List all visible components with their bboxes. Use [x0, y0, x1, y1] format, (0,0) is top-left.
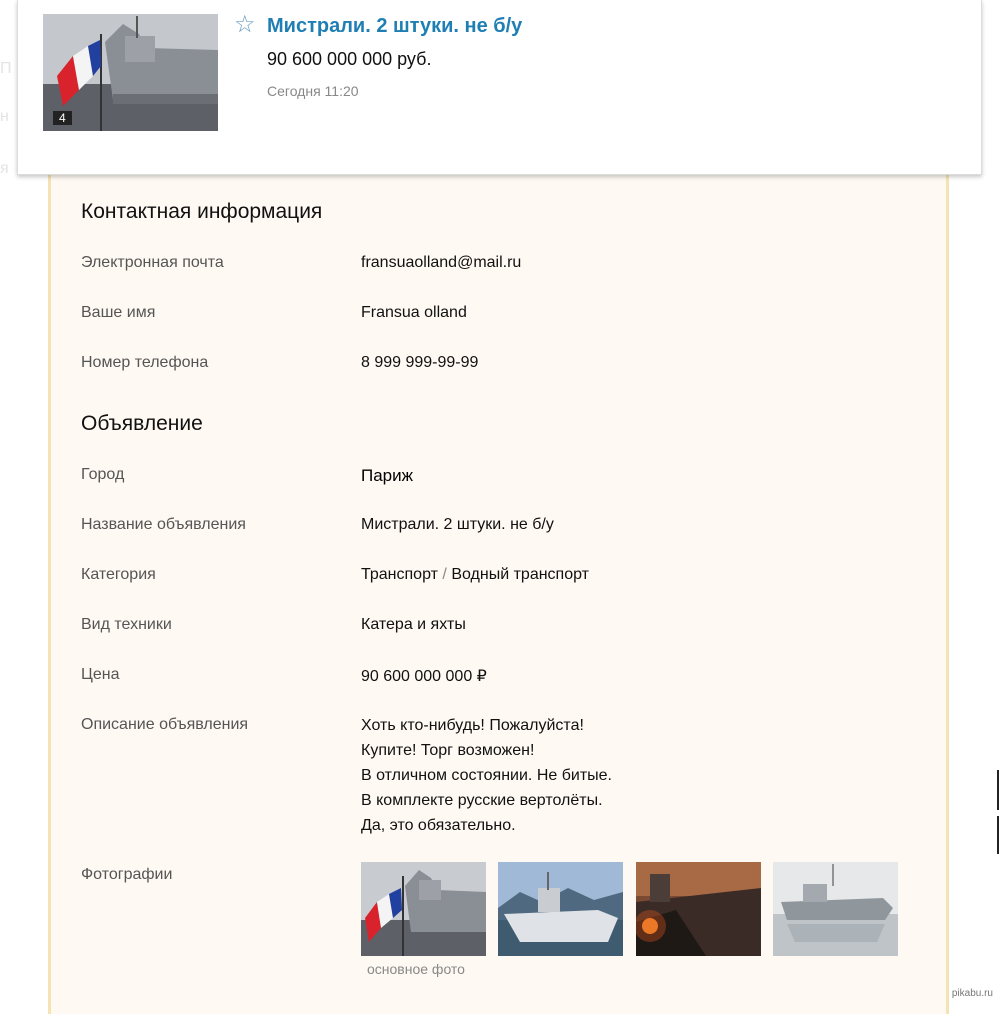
description-line: Хоть кто-нибудь! Пожалуйста!: [361, 717, 584, 734]
background-text-fragment: н: [0, 108, 9, 125]
description-label: Описание объявления: [81, 716, 249, 733]
listing-details-panel: [48, 174, 949, 1014]
category-value: [361, 566, 589, 584]
vehicle-type-label: Вид техники: [81, 616, 172, 633]
listing-title-link[interactable]: Мистрали. 2 штуки. не б/у: [267, 15, 523, 37]
price-value: 90 600 000 000 ₽: [361, 668, 487, 685]
listing-date: Сегодня 11:20: [267, 83, 359, 99]
description-value: [361, 716, 612, 841]
ship-photo-harbor: [773, 862, 898, 956]
main-photo-caption: основное фото: [367, 961, 465, 977]
phone-label: Номер телефона: [81, 354, 209, 371]
watermark: pikabu.ru: [951, 988, 993, 999]
email-label: Электронная почта: [81, 254, 224, 271]
ad-section-title: Объявление: [81, 412, 203, 435]
description-line: В комплекте русские вертолёты.: [361, 792, 603, 809]
listing-preview-card[interactable]: [17, 0, 982, 175]
city-label: Город: [81, 466, 125, 483]
background-text-fragment: П: [0, 60, 12, 77]
background-text-fragment: я: [0, 160, 9, 177]
name-label: Ваше имя: [81, 304, 156, 321]
category-sub: Водный транспорт: [451, 566, 589, 583]
price-label: Цена: [81, 666, 120, 683]
name-value: Fransua olland: [361, 304, 467, 321]
ship-photo-mountains: [498, 862, 623, 956]
contact-section-title: Контактная информация: [81, 200, 323, 223]
description-line: Да, это обязательно.: [361, 817, 516, 834]
ship-photo-night: [636, 862, 761, 956]
photos-label: Фотографии: [81, 866, 173, 883]
photo-thumbnail[interactable]: [773, 862, 898, 956]
ad-title-label: Название объявления: [81, 516, 246, 533]
listing-price: 90 600 000 000 руб.: [267, 49, 432, 69]
category-main: Транспорт: [361, 566, 438, 583]
ad-title-value: Мистрали. 2 штуки. не б/у: [361, 516, 554, 533]
photo-thumbnail[interactable]: [498, 862, 623, 956]
star-icon[interactable]: ☆: [234, 11, 256, 38]
listing-thumbnail[interactable]: [43, 14, 218, 131]
photo-thumbnail[interactable]: [636, 862, 761, 956]
photo-thumbnail-main[interactable]: [361, 862, 486, 956]
vehicle-type-value: Катера и яхты: [361, 616, 466, 633]
email-value: fransuaolland@mail.ru: [361, 254, 522, 271]
photo-count-badge: 4: [53, 111, 72, 125]
description-line: Купите! Торг возможен!: [361, 742, 535, 759]
category-label: Категория: [81, 566, 156, 583]
description-line: В отличном состоянии. Не битые.: [361, 767, 612, 784]
city-value: Париж: [361, 466, 413, 485]
phone-value: 8 999 999-99-99: [361, 354, 479, 371]
category-separator: /: [442, 566, 447, 583]
ship-photo-flag: [361, 862, 486, 956]
